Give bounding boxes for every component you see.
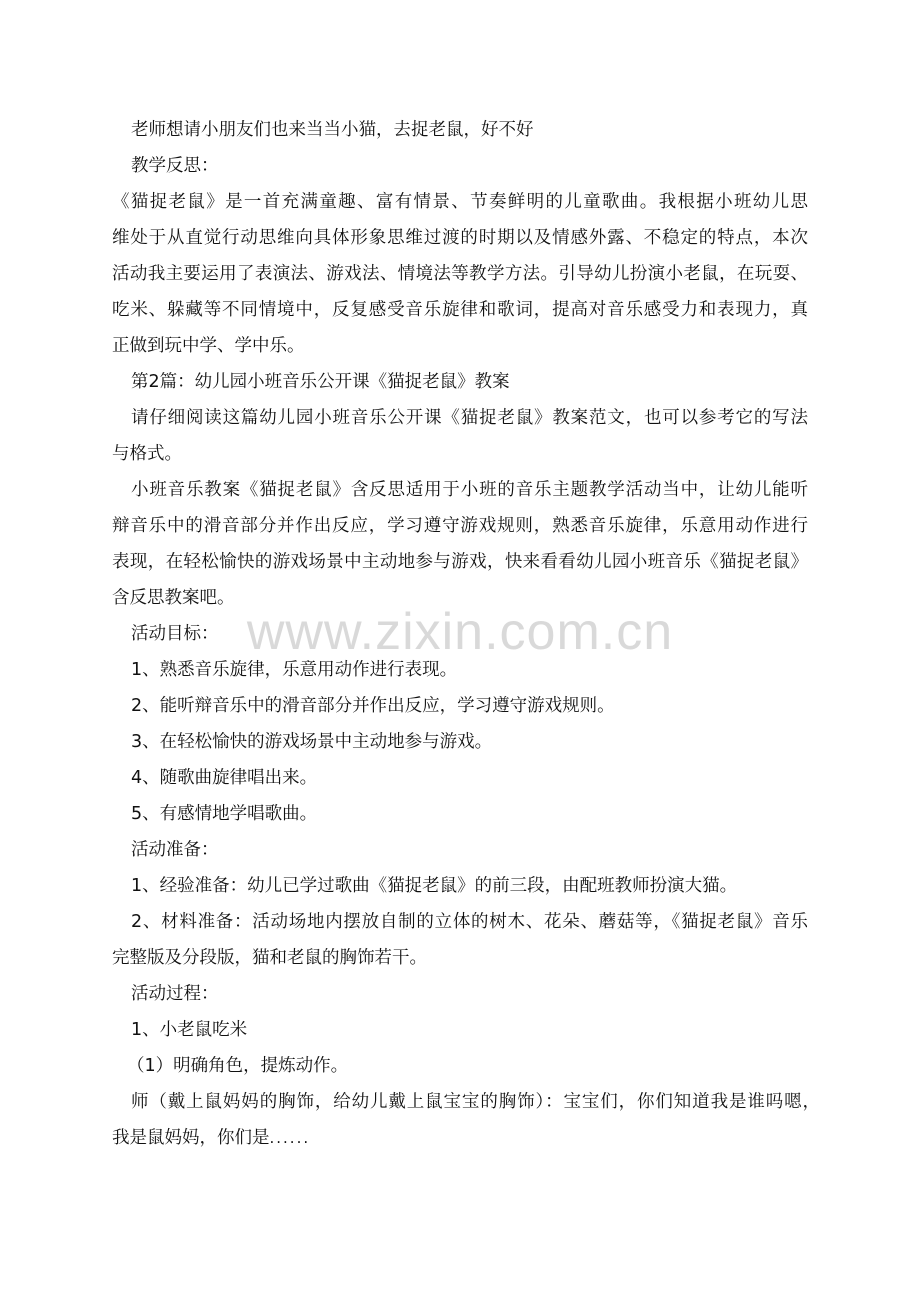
paragraph-line: 请仔细阅读这篇幼儿园小班音乐公开课《猫捉老鼠》教案范文，也可以参考它的写法 bbox=[131, 408, 808, 428]
paragraph-line: 完整版及分段版，猫和老鼠的胸饰若干。 bbox=[112, 948, 427, 968]
list-item: （1）明确角色，提炼动作。 bbox=[127, 1056, 349, 1076]
section-heading: 活动目标： bbox=[131, 624, 219, 644]
paragraph-line: 含反思教案吧。 bbox=[112, 588, 235, 608]
section-heading: 活动过程： bbox=[131, 984, 219, 1004]
list-item: 1、熟悉音乐旋律，乐意用动作进行表现。 bbox=[131, 660, 458, 680]
paragraph-text: 我是鼠妈妈，你们是 bbox=[112, 1128, 270, 1148]
paragraph-line bbox=[112, 1126, 310, 1150]
paragraph-line: 《猫捉老鼠》是一首充满童趣、富有情景、节奏鲜明的儿童歌曲。我根据小班幼儿思 bbox=[112, 192, 808, 212]
watermark: www.zixin.com.cn bbox=[246, 603, 674, 661]
paragraph-line: 辩音乐中的滑音部分并作出反应，学习遵守游戏规则，熟悉音乐旋律，乐意用动作进行 bbox=[112, 516, 808, 536]
paragraph-line: 活动我主要运用了表演法、游戏法、情境法等教学方法。引导幼儿扮演小老鼠，在玩耍、 bbox=[112, 264, 808, 284]
section-heading: 教学反思： bbox=[131, 156, 219, 176]
list-item: 2、材料准备：活动场地内摆放自制的立体的树木、花朵、蘑菇等，《猫捉老鼠》音乐 bbox=[131, 912, 808, 932]
section-heading: 第2篇：幼儿园小班音乐公开课《猫捉老鼠》教案 bbox=[131, 372, 510, 392]
paragraph-line: 小班音乐教案《猫捉老鼠》含反思适用于小班的音乐主题教学活动当中，让幼儿能听 bbox=[131, 480, 808, 500]
list-item: 5、有感情地学唱歌曲。 bbox=[131, 804, 318, 824]
list-item: 4、随歌曲旋律唱出来。 bbox=[131, 768, 318, 788]
list-item: 1、经验准备：幼儿已学过歌曲《猫捉老鼠》的前三段，由配班教师扮演大猫。 bbox=[131, 876, 738, 896]
paragraph-line: 维处于从直觉行动思维向具体形象思维过渡的时期以及情感外露、不稳定的特点，本次 bbox=[112, 228, 808, 248]
list-item: 2、能听辩音乐中的滑音部分并作出反应，学习遵守游戏规则。 bbox=[131, 696, 615, 716]
list-item: 1、小老鼠吃米 bbox=[131, 1020, 248, 1040]
paragraph-line: 老师想请小朋友们也来当当小猫，去捉老鼠，好不好 bbox=[131, 120, 534, 140]
section-heading: 活动准备： bbox=[131, 840, 219, 860]
paragraph-line: 吃米、躲藏等不同情境中，反复感受音乐旋律和歌词，提高对音乐感受力和表现力，真 bbox=[112, 300, 808, 320]
paragraph-line: 师（戴上鼠妈妈的胸饰，给幼儿戴上鼠宝宝的胸饰）：宝宝们，你们知道我是谁吗嗯， bbox=[131, 1092, 820, 1112]
paragraph-line: 表现，在轻松愉快的游戏场景中主动地参与游戏，快来看看幼儿园小班音乐《猫捉老鼠》 bbox=[112, 552, 808, 572]
list-item: 3、在轻松愉快的游戏场景中主动地参与游戏。 bbox=[131, 732, 493, 752]
paragraph-line: 与格式。 bbox=[112, 444, 182, 464]
ellipsis: ...... bbox=[269, 1129, 311, 1147]
paragraph-line: 正做到玩中学、学中乐。 bbox=[112, 336, 305, 356]
